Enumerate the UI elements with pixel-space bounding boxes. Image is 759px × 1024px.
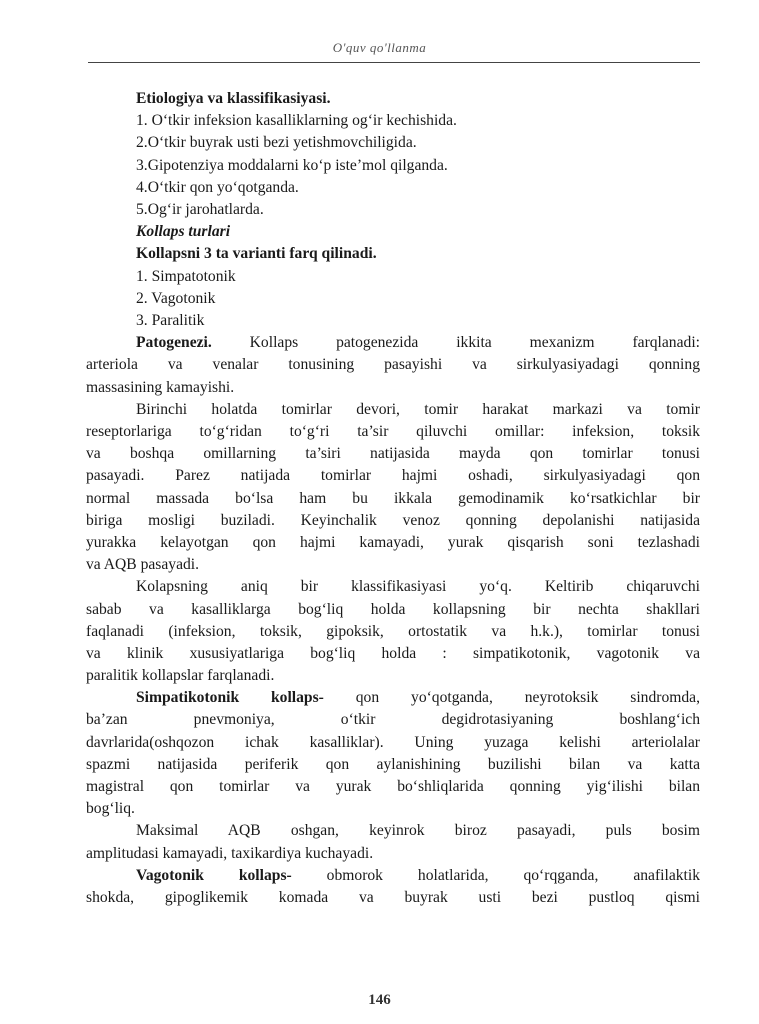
list-item: 5.Og‘ir jarohatlarda.: [136, 201, 264, 219]
running-header: O'quv qo'llanma: [332, 40, 427, 55]
list-item: 3.Gipotenziya moddalarni ko‘p iste’mol qilganda.: [136, 156, 448, 174]
paragraph-line: spazmi natijasida periferik qon aylanishining buzilishi bilan va katta: [86, 755, 700, 773]
page-number: 146: [368, 992, 391, 1008]
paragraph-line: va AQB pasayadi.: [86, 556, 200, 574]
paragraph-line: faqlanadi (infeksion, toksik, gipoksik, ortostatik va h.k.), tomirlar tonusi: [86, 622, 700, 640]
paragraph-line: magistral qon tomirlar va yurak bo‘shliqlarida qonning yig‘ilishi bilan: [86, 778, 700, 796]
paragraph-line: Maksimal AQB oshgan, keyinrok biroz pasayadi, puls bosim: [136, 822, 700, 840]
page-body: [86, 88, 700, 909]
section-heading-etiology: Etiologiya va klassifikasiyasi.: [136, 90, 331, 107]
header-rule: [88, 62, 700, 63]
text-run: Kollaps patogenezida ikkita mexanizm farqlanadi:: [249, 334, 700, 352]
paragraph-line: massasining kamayishi.: [86, 378, 235, 396]
sympathicotonic-term: Simpatikotonik kollaps-: [136, 689, 324, 707]
paragraph-line: Birinchi holatda tomirlar devori, tomir harakat markazi va tomir: [136, 400, 700, 418]
paragraph-line: va boshqa omillarning ta’siri natijasida mayda qon tomirlar tonusi: [86, 445, 700, 463]
paragraph-line: [136, 687, 700, 709]
paragraph-line: ba’zan pnevmoniya, o‘tkir degidrotasiyaning boshlang‘ich: [86, 711, 700, 729]
list-item: 2. Vagotonik: [136, 289, 216, 307]
paragraph-line: amplitudasi kamayadi, taxikardiya kuchayadi.: [86, 844, 374, 862]
paragraph-line: biriga mosligi buziladi. Keyinchalik venoz qonning depolanishi natijasida: [86, 511, 700, 529]
paragraph-line: sabab va kasalliklarga bog‘liq holda kollapsning bir nechta shakllari: [86, 600, 700, 618]
section-heading-collapse-types: Kollaps turlari: [136, 223, 231, 241]
paragraph-line: arteriola va venalar tonusining pasayishi va sirkulyasiyadagi qonning: [86, 356, 700, 374]
paragraph-line: [136, 332, 700, 354]
paragraph-line: Kolapsning aniq bir klassifikasiyasi yo‘q. Keltirib chiqaruvchi: [136, 578, 700, 596]
vagotonic-term: Vagotonik kollaps-: [136, 866, 292, 884]
list-item: 1. Simpatotonik: [136, 267, 236, 285]
pathogenesis-term: Patogenezi.: [136, 334, 212, 352]
paragraph-line: [136, 865, 700, 887]
paragraph-line: bog‘liq.: [86, 800, 135, 818]
text-run: obmorok holatlarida, qo‘rqganda, anafilaktik: [291, 866, 700, 884]
paragraph-line: normal massada bo‘lsa ham bu ikkala gemodinamik ko‘rsatkichlar bir: [86, 489, 700, 507]
list-item: 2.O‘tkir buyrak usti bezi yetishmovchiligida.: [136, 134, 417, 152]
text-run: qon yo‘qotganda, neyrotoksik sindromda,: [323, 689, 700, 707]
paragraph-line: reseptorlariga to‘g‘ridan to‘g‘ri ta’sir qiluvchi omillar: infeksion, toksik: [86, 423, 700, 440]
paragraph-line: paralitik kollapslar farqlanadi.: [86, 667, 275, 685]
paragraph-line: shokda, gipoglikemik komada va buyrak usti bezi pustloq qismi: [86, 889, 700, 906]
list-item: 3. Paralitik: [136, 312, 205, 330]
paragraph-line: pasayadi. Parez natijada tomirlar hajmi oshadi, sirkulyasiyadagi qon: [86, 467, 700, 485]
paragraph-line: davrlarida(oshqozon ichak kasalliklar). Uning yuzaga kelishi arteriolalar: [86, 733, 700, 751]
paragraph-line: va klinik xususiyatlariga bog‘liq holda : simpatikotonik, vagotonik va: [86, 644, 700, 662]
list-item: 1. O‘tkir infeksion kasalliklarning og‘ir kechishida.: [136, 112, 457, 130]
paragraph-line: yurakka kelayotgan qon hajmi kamayadi, yurak qisqarish soni tezlashadi: [86, 533, 700, 551]
list-item: 4.O‘tkir qon yo‘qotganda.: [136, 178, 299, 196]
subheading-variants: Kollapsni 3 ta varianti farq qilinadi.: [136, 245, 377, 263]
